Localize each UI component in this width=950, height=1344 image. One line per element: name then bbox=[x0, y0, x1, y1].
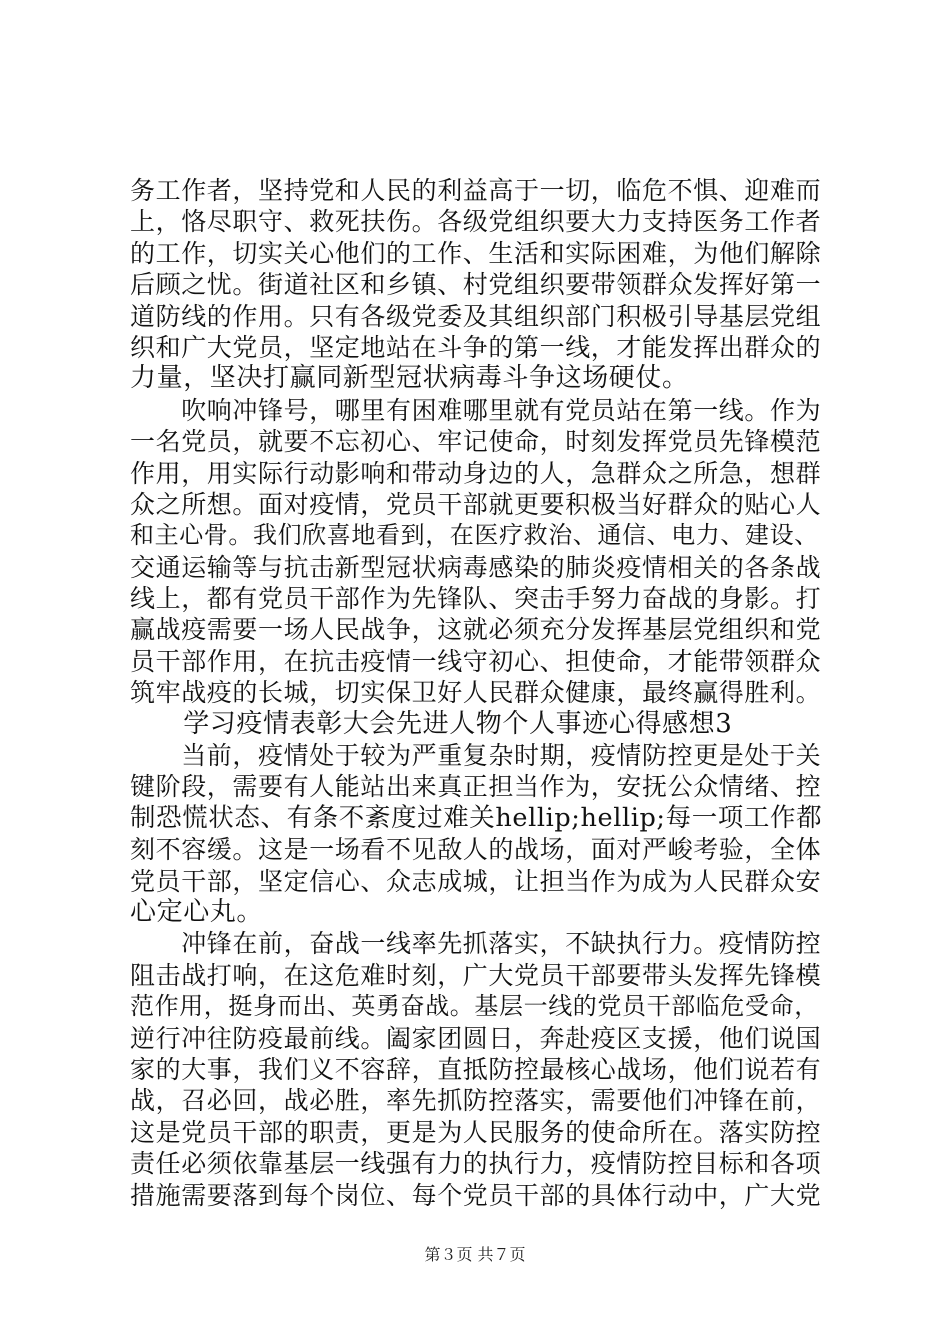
text-line: 赢战疫需要一场人民战争，这就必须充分发挥基层党组织和党 bbox=[130, 615, 822, 645]
text-line: 作用，用实际行动影响和带动身边的人，急群众之所急，想群 bbox=[130, 458, 822, 488]
text-line: 责任必须依靠基层一线强有力的执行力，疫情防控目标和各项 bbox=[130, 1149, 822, 1179]
text-line: 心定心丸。 bbox=[130, 896, 264, 927]
text-line: 众之所想。面对疫情，党员干部就更要积极当好群众的贴心人 bbox=[130, 489, 822, 519]
text-line: 筑牢战疫的长城，切实保卫好人民群众健康，最终赢得胜利。 bbox=[130, 678, 822, 708]
text-line: 党员干部，坚定信心、众志成城，让担当作为成为人民群众安 bbox=[130, 866, 822, 896]
text-line: 刻不容缓。这是一场看不见敌人的战场，面对严峻考验，全体 bbox=[130, 835, 822, 865]
page-footer: 第３页 共７页 bbox=[424, 1245, 526, 1264]
document-body bbox=[130, 175, 830, 1211]
text-line: 交通运输等与抗击新型冠状病毒感染的肺炎疫情相关的各条战 bbox=[130, 552, 822, 582]
text-line: 和主心骨。我们欣喜地看到，在医疗救治、通信、电力、建设、 bbox=[130, 521, 819, 550]
text-line: 当前，疫情处于较为严重复杂时期，疫情防控更是处于关 bbox=[130, 741, 822, 771]
text-line: 织和广大党员，坚定地站在斗争的第一线，才能发挥出群众的 bbox=[130, 332, 822, 362]
text-line: 这是党员干部的职责，更是为人民服务的使命所在。落实防控 bbox=[130, 1117, 822, 1147]
text-line: 键阶段，需要有人能站出来真正担当作为，安抚公众情绪、控 bbox=[130, 772, 822, 802]
text-line: 员干部作用，在抗击疫情一线守初心、担使命，才能带领群众 bbox=[130, 646, 822, 676]
text-line: 吹响冲锋号，哪里有困难哪里就有党员站在第一线。作为 bbox=[130, 395, 822, 425]
text-line: 一名党员，就要不忘初心、牢记使命，时刻发挥党员先锋模范 bbox=[130, 427, 822, 457]
text-line: 逆行冲往防疫最前线。阖家团圆日，奔赴疫区支援，他们说国 bbox=[130, 1023, 822, 1053]
text-line: 后顾之忧。街道社区和乡镇、村党组织要带领群众发挥好第一 bbox=[130, 270, 822, 300]
text-line: 力量，坚决打赢同新型冠状病毒斗争这场硬仗。 bbox=[130, 363, 689, 394]
text-line: 的工作，切实关心他们的工作、生活和实际困难，为他们解除 bbox=[130, 238, 822, 268]
text-line: 阻击战打响，在这危难时刻，广大党员干部要带头发挥先锋模 bbox=[130, 960, 822, 990]
text-line: 道防线的作用。只有各级党委及其组织部门积极引导基层党组 bbox=[130, 301, 822, 331]
text-line: 务工作者，坚持党和人民的利益高于一切，临危不惧、迎难而 bbox=[130, 176, 822, 205]
text-line: 范作用，挺身而出、英勇奋战。基层一线的党员干部临危受命， bbox=[130, 992, 819, 1021]
text-line: 战，召必回，战必胜，率先抓防控落实，需要他们冲锋在前， bbox=[130, 1086, 822, 1116]
text-line: 学习疫情表彰大会先进人物个人事迹心得感想3 bbox=[130, 708, 733, 739]
text-line: 家的大事，我们义不容辞，直抵防控最核心战场，他们说若有 bbox=[130, 1054, 822, 1084]
text-line: 上，恪尽职守、救死扶伤。各级党组织要大力支持医务工作者 bbox=[130, 207, 822, 237]
text-line: 线上，都有党员干部作为先锋队、突击手努力奋战的身影。打 bbox=[130, 584, 822, 614]
text-line: 措施需要落到每个岗位、每个党员干部的具体行动中，广大党 bbox=[130, 1180, 822, 1210]
text-line: 冲锋在前，奋战一线率先抓落实，不缺执行力。疫情防控 bbox=[130, 929, 822, 959]
text-line: 制恐慌状态、有条不紊度过难关hellip;hellip;每一项工作都 bbox=[130, 802, 823, 833]
